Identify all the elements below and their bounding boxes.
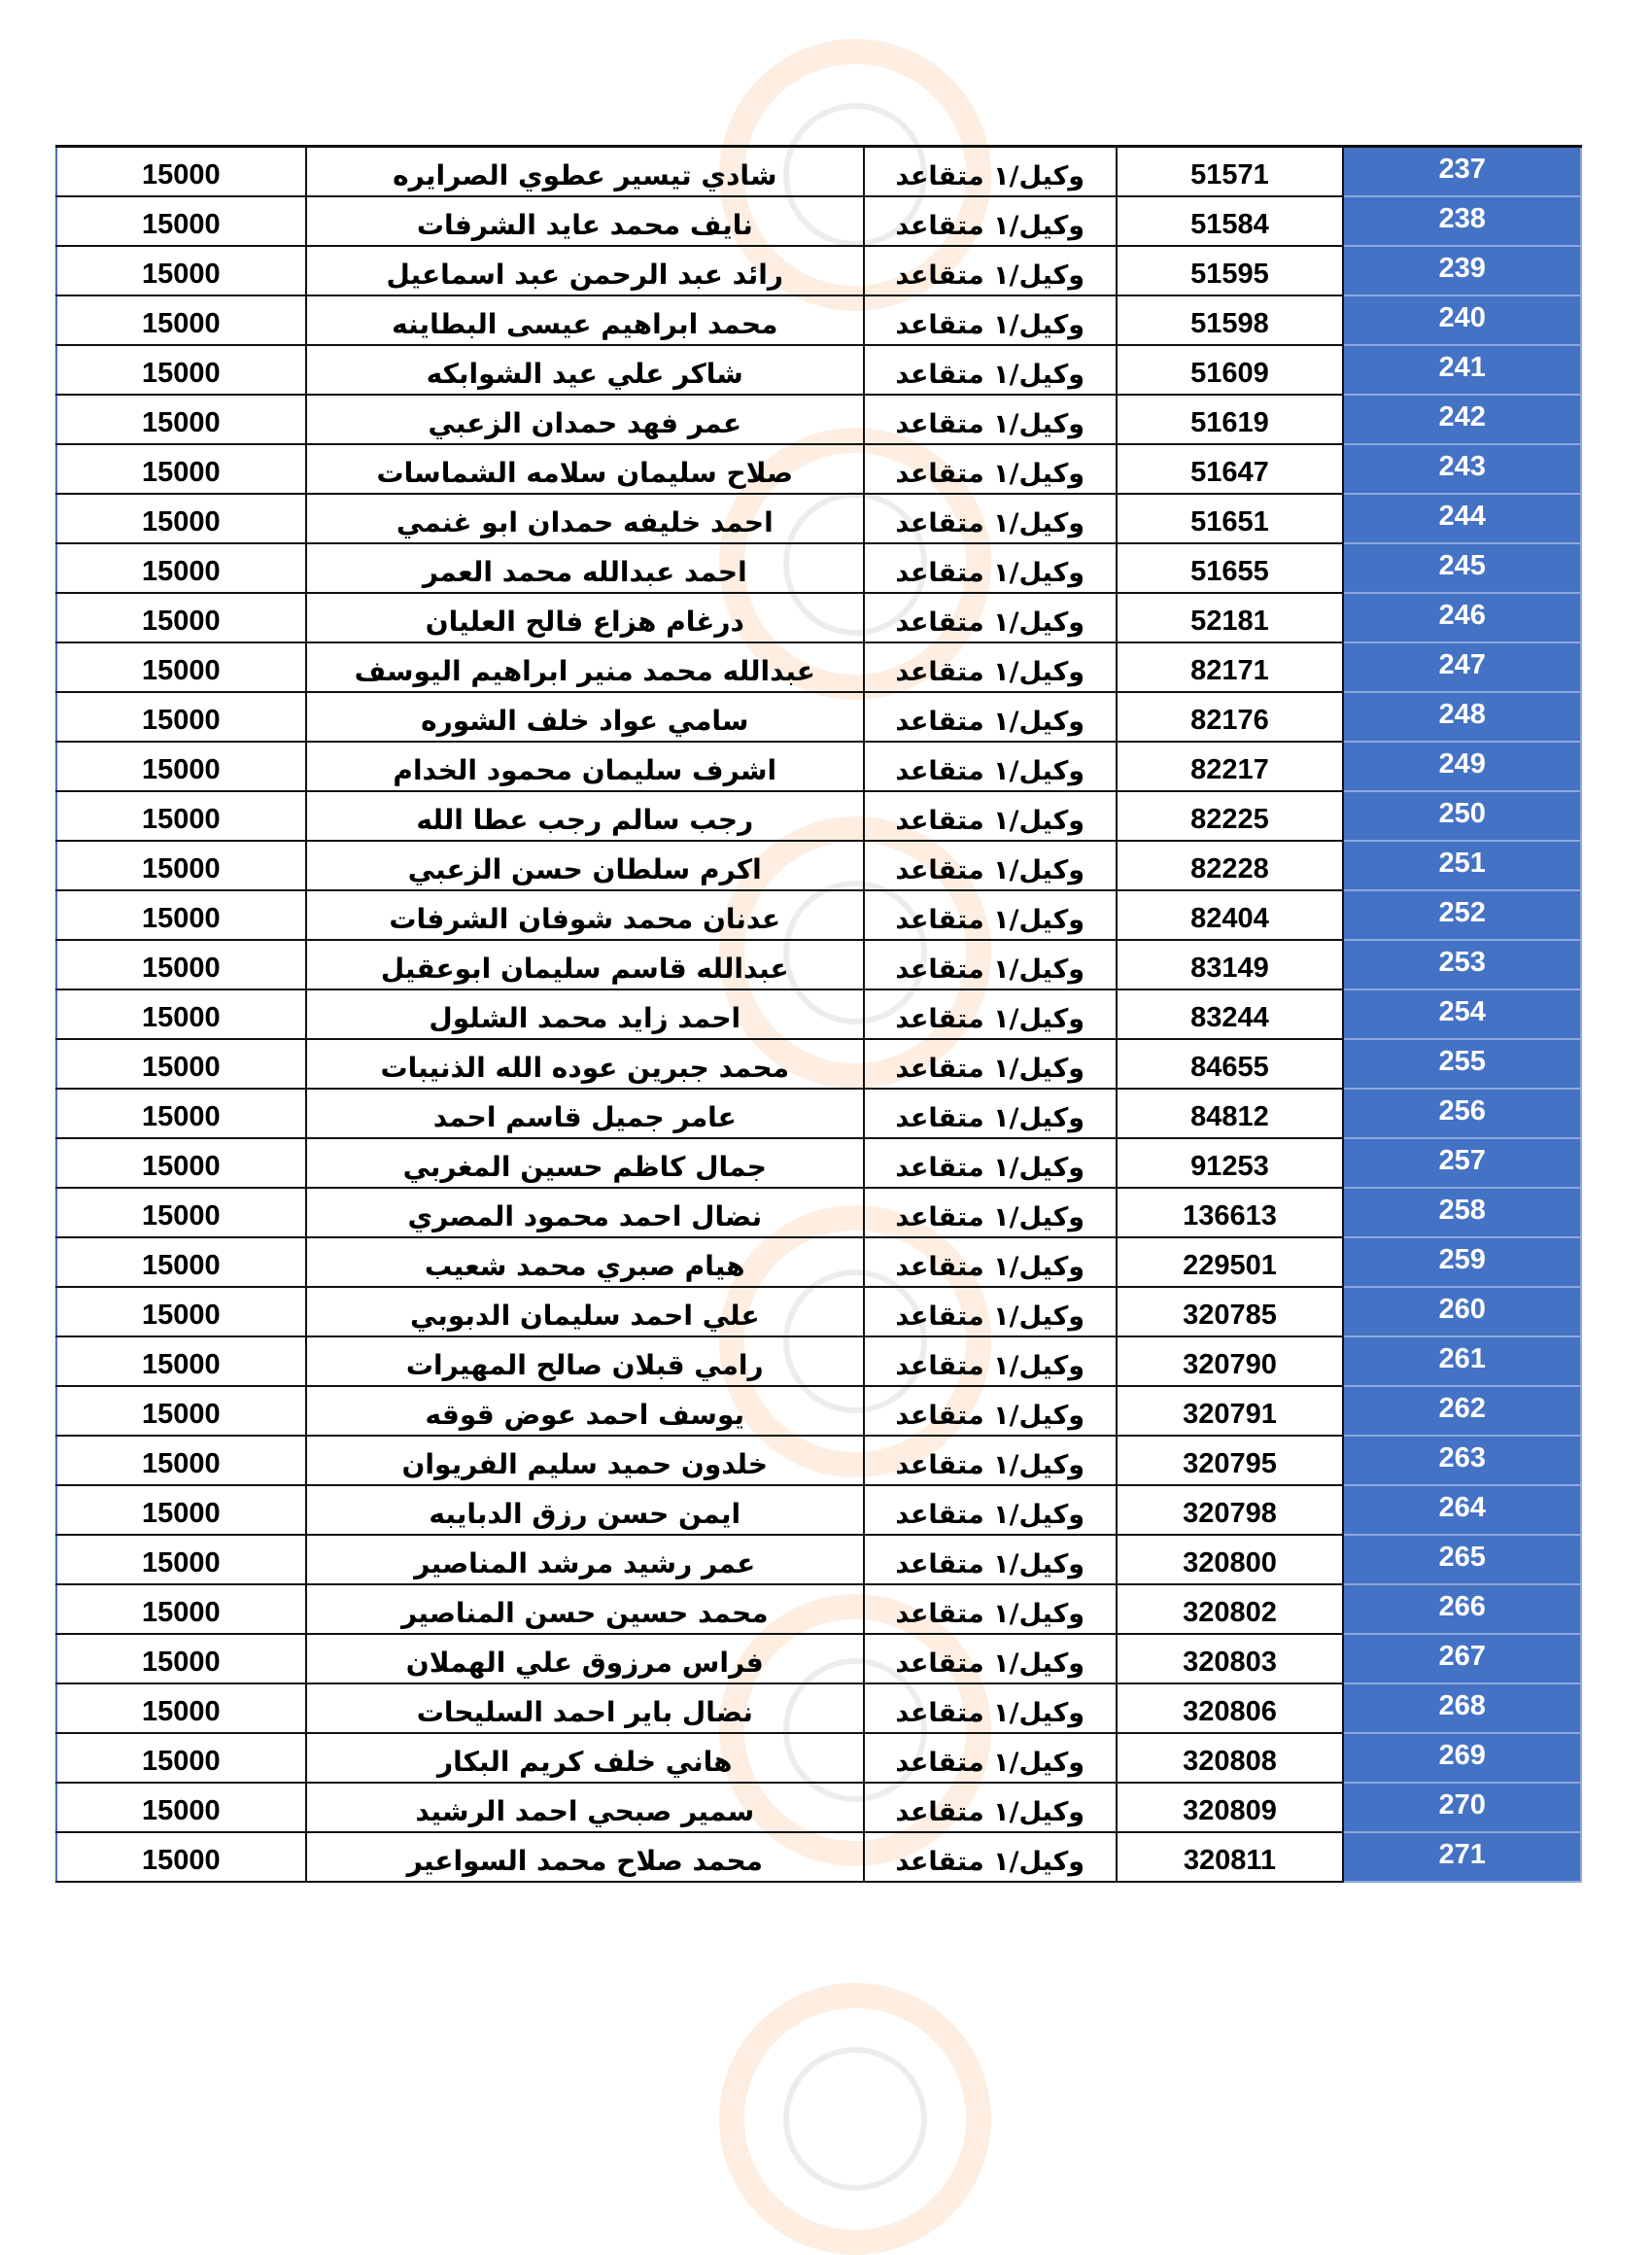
sequence-cell: 267: [1343, 1634, 1581, 1683]
table-row: [56, 989, 1581, 1039]
rank-cell: وكيل/١ متقاعد: [864, 791, 1117, 841]
rank-cell: وكيل/١ متقاعد: [864, 1237, 1117, 1287]
rank-cell: وكيل/١ متقاعد: [864, 1733, 1117, 1783]
amount-cell: 15000: [56, 1634, 306, 1683]
military-number-cell: 51619: [1117, 395, 1344, 444]
rank-cell: وكيل/١ متقاعد: [864, 444, 1117, 494]
table-row: [56, 940, 1581, 989]
sequence-cell: 253: [1343, 940, 1581, 989]
rank-cell: وكيل/١ متقاعد: [864, 692, 1117, 742]
military-number-cell: 82217: [1117, 742, 1344, 791]
table-row: [56, 742, 1581, 791]
amount-cell: 15000: [56, 494, 306, 543]
rank-cell: وكيل/١ متقاعد: [864, 147, 1117, 196]
sequence-cell: 256: [1343, 1089, 1581, 1138]
table-row: [56, 1237, 1581, 1287]
name-cell: عامر جميل قاسم احمد: [306, 1089, 864, 1138]
name-cell: رجب سالم رجب عطا الله: [306, 791, 864, 841]
military-number-cell: 320798: [1117, 1485, 1344, 1535]
rank-cell: وكيل/١ متقاعد: [864, 1783, 1117, 1832]
military-number-cell: 51647: [1117, 444, 1344, 494]
sequence-cell: 255: [1343, 1039, 1581, 1089]
name-cell: فراس مرزوق علي الهملان: [306, 1634, 864, 1683]
table-row: [56, 1386, 1581, 1436]
rank-cell: وكيل/١ متقاعد: [864, 494, 1117, 543]
rank-cell: وكيل/١ متقاعد: [864, 1188, 1117, 1237]
rank-cell: وكيل/١ متقاعد: [864, 1634, 1117, 1683]
amount-cell: 15000: [56, 1089, 306, 1138]
military-number-cell: 320785: [1117, 1287, 1344, 1336]
table-row: [56, 1783, 1581, 1832]
amount-cell: 15000: [56, 295, 306, 345]
table-row: [56, 890, 1581, 940]
name-cell: محمد حسين حسن المناصير: [306, 1584, 864, 1634]
name-cell: عبدالله محمد منير ابراهيم اليوسف: [306, 642, 864, 692]
military-number-cell: 51609: [1117, 345, 1344, 395]
military-number-cell: 320800: [1117, 1535, 1344, 1584]
name-cell: اشرف سليمان محمود الخدام: [306, 742, 864, 791]
sequence-cell: 264: [1343, 1485, 1581, 1535]
table-row: [56, 246, 1581, 295]
name-cell: محمد ابراهيم عيسى البطاينه: [306, 295, 864, 345]
sequence-cell: 245: [1343, 543, 1581, 593]
amount-cell: 15000: [56, 1683, 306, 1733]
sequence-cell: 239: [1343, 246, 1581, 295]
sequence-cell: 268: [1343, 1683, 1581, 1733]
amount-cell: 15000: [56, 1733, 306, 1783]
table-row: [56, 593, 1581, 642]
amount-cell: 15000: [56, 345, 306, 395]
table-row: [56, 791, 1581, 841]
rank-cell: وكيل/١ متقاعد: [864, 1039, 1117, 1089]
table-row: [56, 1039, 1581, 1089]
amount-cell: 15000: [56, 196, 306, 246]
name-cell: يوسف احمد عوض قوقه: [306, 1386, 864, 1436]
name-cell: درغام هزاع فالح العليان: [306, 593, 864, 642]
sequence-cell: 250: [1343, 791, 1581, 841]
table-row: [56, 196, 1581, 246]
sequence-cell: 269: [1343, 1733, 1581, 1783]
amount-cell: 15000: [56, 989, 306, 1039]
name-cell: صلاح سليمان سلامه الشماسات: [306, 444, 864, 494]
military-number-cell: 320791: [1117, 1386, 1344, 1436]
name-cell: رامي قبلان صالح المهيرات: [306, 1336, 864, 1386]
sequence-cell: 260: [1343, 1287, 1581, 1336]
sequence-cell: 248: [1343, 692, 1581, 742]
table-row: [56, 1733, 1581, 1783]
table-row: [56, 841, 1581, 890]
name-cell: خلدون حميد سليم الفريوان: [306, 1436, 864, 1485]
name-cell: علي احمد سليمان الدبوبي: [306, 1287, 864, 1336]
rank-cell: وكيل/١ متقاعد: [864, 295, 1117, 345]
military-number-cell: 51651: [1117, 494, 1344, 543]
military-number-cell: 51598: [1117, 295, 1344, 345]
military-number-cell: 82228: [1117, 841, 1344, 890]
military-number-cell: 320809: [1117, 1783, 1344, 1832]
amount-cell: 15000: [56, 147, 306, 196]
military-number-cell: 82171: [1117, 642, 1344, 692]
name-cell: شاكر علي عيد الشوابكه: [306, 345, 864, 395]
sequence-cell: 247: [1343, 642, 1581, 692]
sequence-cell: 265: [1343, 1535, 1581, 1584]
sequence-cell: 246: [1343, 593, 1581, 642]
amount-cell: 15000: [56, 1386, 306, 1436]
rank-cell: وكيل/١ متقاعد: [864, 642, 1117, 692]
name-cell: رائد عبد الرحمن عبد اسماعيل: [306, 246, 864, 295]
table-row: [56, 147, 1581, 196]
name-cell: عبدالله قاسم سليمان ابوعقيل: [306, 940, 864, 989]
military-number-cell: 320802: [1117, 1584, 1344, 1634]
sequence-cell: 244: [1343, 494, 1581, 543]
rank-cell: وكيل/١ متقاعد: [864, 890, 1117, 940]
rank-cell: وكيل/١ متقاعد: [864, 1485, 1117, 1535]
table-row: [56, 1336, 1581, 1386]
table-row: [56, 1832, 1581, 1882]
amount-cell: 15000: [56, 791, 306, 841]
military-number-cell: 51655: [1117, 543, 1344, 593]
table-row: [56, 395, 1581, 444]
military-number-cell: 320811: [1117, 1832, 1344, 1882]
table-row: [56, 1683, 1581, 1733]
amount-cell: 15000: [56, 940, 306, 989]
sequence-cell: 259: [1343, 1237, 1581, 1287]
table-row: [56, 1138, 1581, 1188]
amount-cell: 15000: [56, 692, 306, 742]
amount-cell: 15000: [56, 890, 306, 940]
military-number-cell: 91253: [1117, 1138, 1344, 1188]
name-cell: نضال باير احمد السليحات: [306, 1683, 864, 1733]
rank-cell: وكيل/١ متقاعد: [864, 742, 1117, 791]
amount-cell: 15000: [56, 1832, 306, 1882]
military-number-cell: 82404: [1117, 890, 1344, 940]
amount-cell: 15000: [56, 1287, 306, 1336]
name-cell: جمال كاظم حسين المغربي: [306, 1138, 864, 1188]
sequence-cell: 271: [1343, 1832, 1581, 1882]
military-number-cell: 83244: [1117, 989, 1344, 1039]
rank-cell: وكيل/١ متقاعد: [864, 1386, 1117, 1436]
rank-cell: وكيل/١ متقاعد: [864, 196, 1117, 246]
rank-cell: وكيل/١ متقاعد: [864, 1138, 1117, 1188]
rank-cell: وكيل/١ متقاعد: [864, 345, 1117, 395]
name-cell: احمد عبدالله محمد العمر: [306, 543, 864, 593]
sequence-cell: 243: [1343, 444, 1581, 494]
rank-cell: وكيل/١ متقاعد: [864, 1336, 1117, 1386]
table-row: [56, 1287, 1581, 1336]
name-cell: اكرم سلطان حسن الزعبي: [306, 841, 864, 890]
rank-cell: وكيل/١ متقاعد: [864, 1584, 1117, 1634]
sequence-cell: 266: [1343, 1584, 1581, 1634]
table-row: [56, 692, 1581, 742]
name-cell: نضال احمد محمود المصري: [306, 1188, 864, 1237]
amount-cell: 15000: [56, 1237, 306, 1287]
amount-cell: 15000: [56, 1535, 306, 1584]
amount-cell: 15000: [56, 444, 306, 494]
military-number-cell: 320790: [1117, 1336, 1344, 1386]
sequence-cell: 262: [1343, 1386, 1581, 1436]
table-row: [56, 1634, 1581, 1683]
amount-cell: 15000: [56, 1436, 306, 1485]
amount-cell: 15000: [56, 1336, 306, 1386]
rank-cell: وكيل/١ متقاعد: [864, 841, 1117, 890]
name-cell: نايف محمد عايد الشرفات: [306, 196, 864, 246]
sequence-cell: 249: [1343, 742, 1581, 791]
name-cell: عدنان محمد شوفان الشرفات: [306, 890, 864, 940]
rank-cell: وكيل/١ متقاعد: [864, 1683, 1117, 1733]
sequence-cell: 270: [1343, 1783, 1581, 1832]
military-number-cell: 51584: [1117, 196, 1344, 246]
table-row: [56, 444, 1581, 494]
watermark-logo: [719, 1983, 991, 2255]
sequence-cell: 263: [1343, 1436, 1581, 1485]
name-cell: احمد خليفه حمدان ابو غنمي: [306, 494, 864, 543]
sequence-cell: 251: [1343, 841, 1581, 890]
name-cell: شادي تيسير عطوي الصرايره: [306, 147, 864, 196]
rank-cell: وكيل/١ متقاعد: [864, 940, 1117, 989]
name-cell: هاني خلف كريم البكار: [306, 1733, 864, 1783]
sequence-cell: 241: [1343, 345, 1581, 395]
amount-cell: 15000: [56, 1138, 306, 1188]
sequence-cell: 257: [1343, 1138, 1581, 1188]
military-number-cell: 51571: [1117, 147, 1344, 196]
rank-cell: وكيل/١ متقاعد: [864, 1287, 1117, 1336]
rank-cell: وكيل/١ متقاعد: [864, 593, 1117, 642]
sequence-cell: 261: [1343, 1336, 1581, 1386]
military-number-cell: 51595: [1117, 246, 1344, 295]
rank-cell: وكيل/١ متقاعد: [864, 1436, 1117, 1485]
military-number-cell: 84655: [1117, 1039, 1344, 1089]
amount-cell: 15000: [56, 1039, 306, 1089]
military-number-cell: 229501: [1117, 1237, 1344, 1287]
name-cell: سمير صبحي احمد الرشيد: [306, 1783, 864, 1832]
military-number-cell: 82176: [1117, 692, 1344, 742]
rank-cell: وكيل/١ متقاعد: [864, 543, 1117, 593]
military-number-cell: 82225: [1117, 791, 1344, 841]
sequence-cell: 254: [1343, 989, 1581, 1039]
table-row: [56, 1089, 1581, 1138]
rank-cell: وكيل/١ متقاعد: [864, 1535, 1117, 1584]
name-cell: سامي عواد خلف الشوره: [306, 692, 864, 742]
amount-cell: 15000: [56, 1485, 306, 1535]
name-cell: ايمن حسن رزق الدبايبه: [306, 1485, 864, 1535]
sequence-cell: 252: [1343, 890, 1581, 940]
name-cell: عمر رشيد مرشد المناصير: [306, 1535, 864, 1584]
amount-cell: 15000: [56, 742, 306, 791]
military-number-cell: 84812: [1117, 1089, 1344, 1138]
rank-cell: وكيل/١ متقاعد: [864, 1089, 1117, 1138]
amount-cell: 15000: [56, 642, 306, 692]
amount-cell: 15000: [56, 1584, 306, 1634]
retirees-table: [55, 145, 1582, 1883]
table-row: [56, 543, 1581, 593]
rank-cell: وكيل/١ متقاعد: [864, 989, 1117, 1039]
name-cell: عمر فهد حمدان الزعبي: [306, 395, 864, 444]
table-row: [56, 345, 1581, 395]
amount-cell: 15000: [56, 543, 306, 593]
military-number-cell: 320795: [1117, 1436, 1344, 1485]
sequence-cell: 237: [1343, 147, 1581, 196]
name-cell: احمد زايد محمد الشلول: [306, 989, 864, 1039]
table-row: [56, 1188, 1581, 1237]
military-number-cell: 83149: [1117, 940, 1344, 989]
amount-cell: 15000: [56, 841, 306, 890]
table-body: [56, 147, 1581, 1882]
rank-cell: وكيل/١ متقاعد: [864, 1832, 1117, 1882]
sequence-cell: 242: [1343, 395, 1581, 444]
amount-cell: 15000: [56, 1783, 306, 1832]
sequence-cell: 258: [1343, 1188, 1581, 1237]
military-number-cell: 320808: [1117, 1733, 1344, 1783]
military-number-cell: 320806: [1117, 1683, 1344, 1733]
table-row: [56, 494, 1581, 543]
amount-cell: 15000: [56, 246, 306, 295]
sequence-cell: 238: [1343, 196, 1581, 246]
name-cell: محمد صلاح محمد السواعير: [306, 1832, 864, 1882]
military-number-cell: 52181: [1117, 593, 1344, 642]
military-number-cell: 136613: [1117, 1188, 1344, 1237]
table-row: [56, 1584, 1581, 1634]
table-row: [56, 1485, 1581, 1535]
table-row: [56, 1535, 1581, 1584]
rank-cell: وكيل/١ متقاعد: [864, 246, 1117, 295]
table-row: [56, 295, 1581, 345]
name-cell: هيام صبري محمد شعيب: [306, 1237, 864, 1287]
rank-cell: وكيل/١ متقاعد: [864, 395, 1117, 444]
name-cell: محمد جبرين عوده الله الذنيبات: [306, 1039, 864, 1089]
sequence-cell: 240: [1343, 295, 1581, 345]
amount-cell: 15000: [56, 593, 306, 642]
amount-cell: 15000: [56, 1188, 306, 1237]
amount-cell: 15000: [56, 395, 306, 444]
table-row: [56, 1436, 1581, 1485]
military-number-cell: 320803: [1117, 1634, 1344, 1683]
table-row: [56, 642, 1581, 692]
